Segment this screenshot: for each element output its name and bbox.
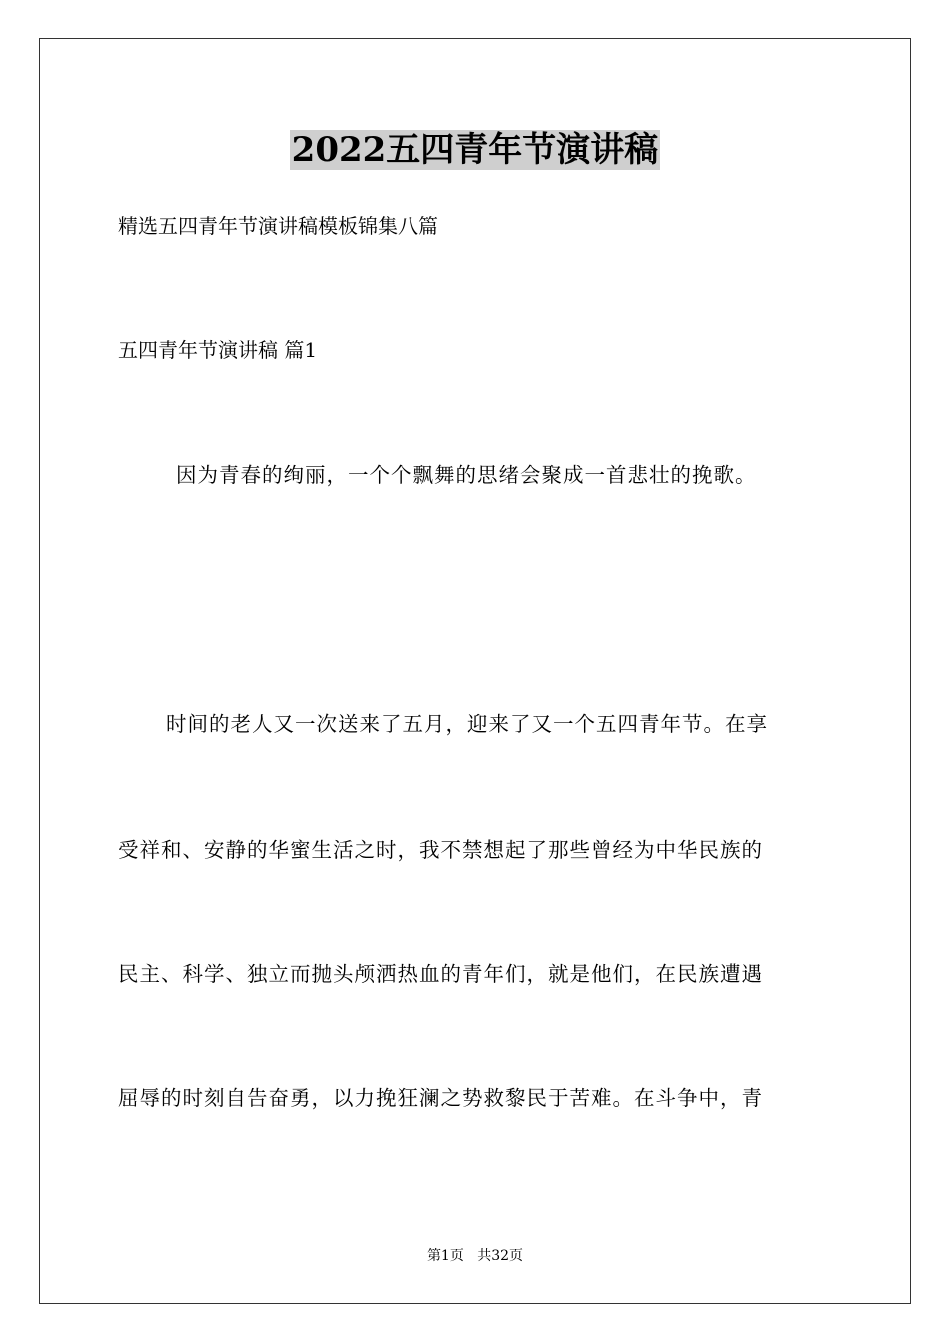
paragraph-line: 受祥和、安静的华蜜生活之时，我不禁想起了那些曾经为中华民族的 (118, 838, 763, 862)
paragraph-line: 民主、科学、独立而抛头颅洒热血的青年们，就是他们，在民族遭遇 (118, 962, 763, 986)
document-title-text: 2022五四青年节演讲稿 (291, 130, 659, 170)
document-title (0, 128, 950, 172)
paragraph-line: 屈辱的时刻自告奋勇，以力挽狂澜之势救黎民于苦难。在斗争中，青 (118, 1086, 763, 1110)
paragraph-line: 因为青春的绚丽，一个个飘舞的思绪会聚成一首悲壮的挽歌。 (176, 463, 757, 487)
section-heading: 五四青年节演讲稿 篇1 (118, 338, 318, 362)
page-number: 第1页 (426, 1248, 464, 1264)
page-total: 共32页 (477, 1248, 524, 1264)
paragraph-line: 时间的老人又一次送来了五月，迎来了又一个五四青年节。在享 (166, 712, 768, 736)
document-subtitle: 精选五四青年节演讲稿模板锦集八篇 (118, 214, 438, 238)
page-footer (0, 1247, 950, 1265)
